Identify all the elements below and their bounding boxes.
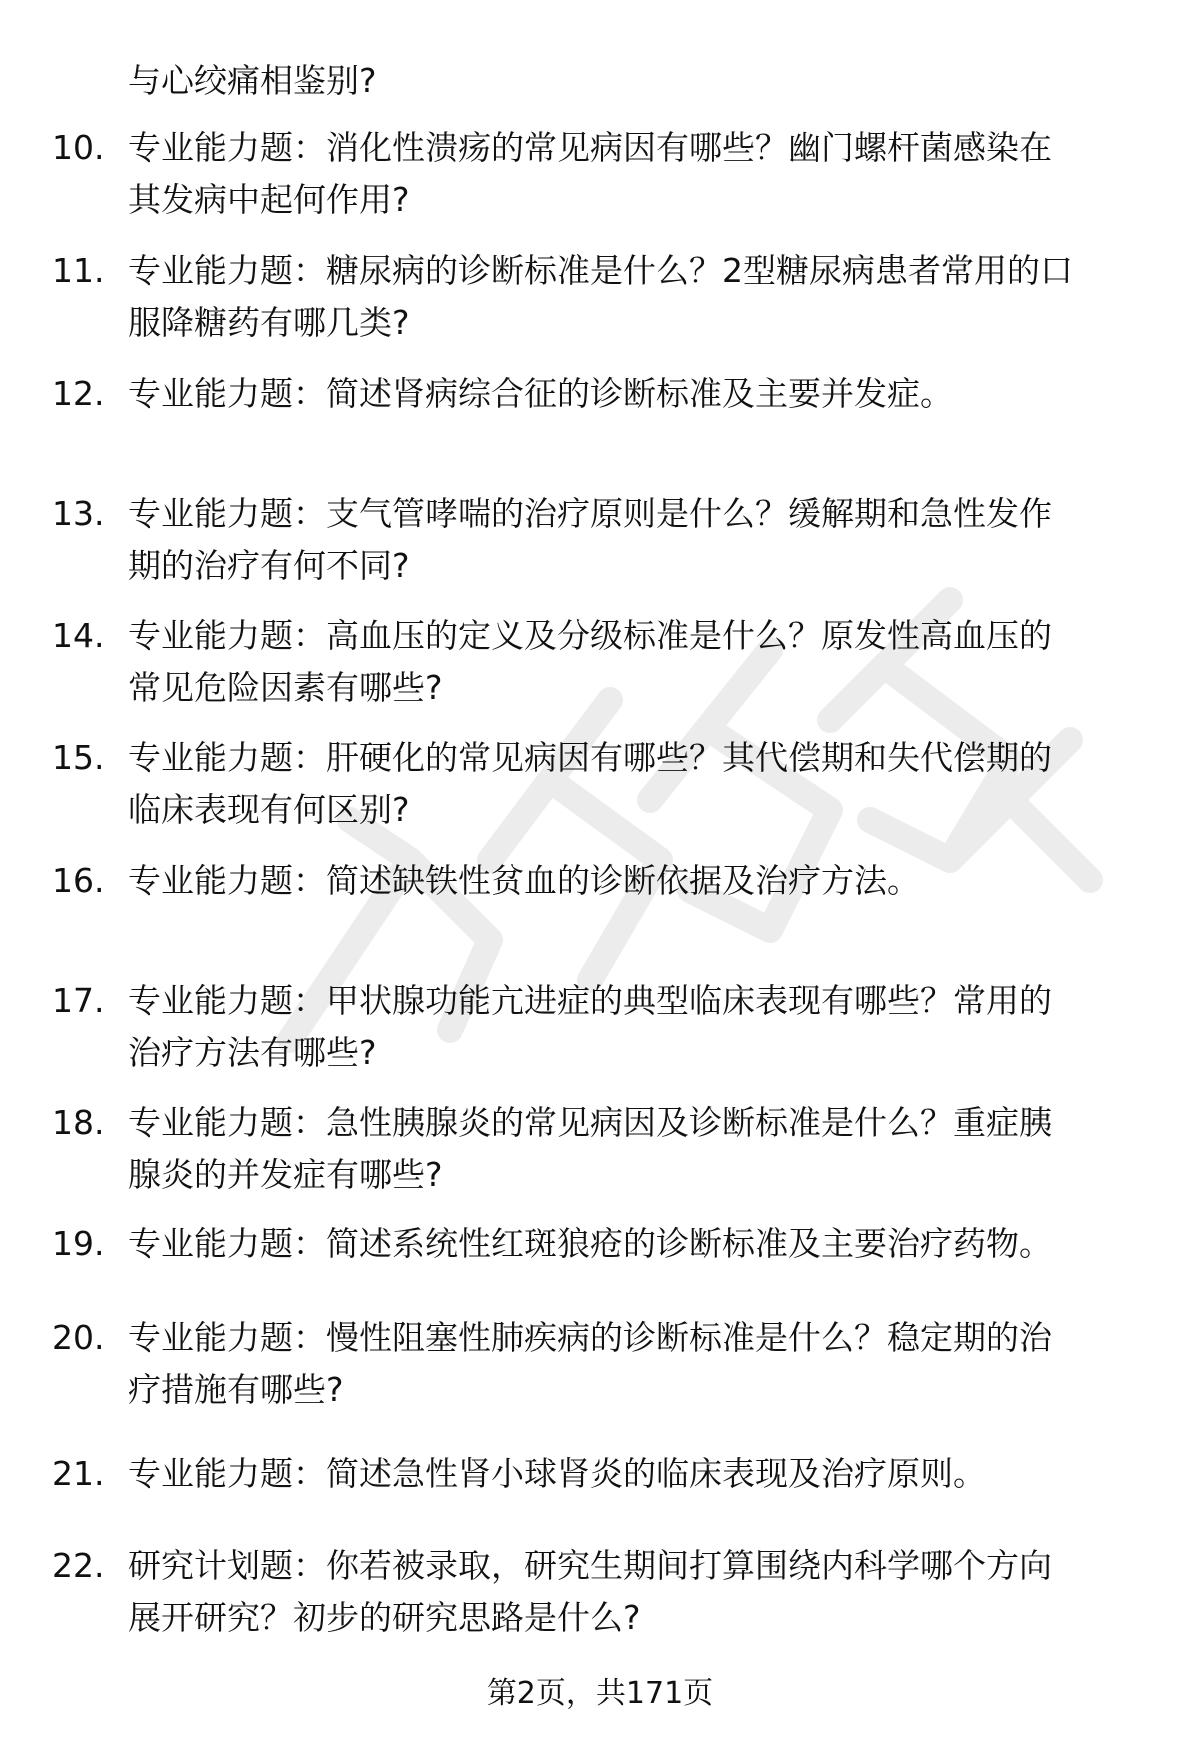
question-line: 专业能力题：简述缺铁性贫血的诊断依据及治疗方法。 [128, 861, 920, 900]
question-line: 其发病中起何作用? [128, 180, 410, 219]
question-line: 专业能力题：肝硬化的常见病因有哪些？其代偿期和失代偿期的 [128, 738, 1052, 777]
question-text [128, 122, 1168, 226]
continuation-line: 与心绞痛相鉴别? [128, 61, 377, 100]
question-text [128, 368, 1168, 420]
question-number: 17. [52, 981, 105, 1020]
question-text [128, 610, 1168, 714]
question-number: 16. [52, 861, 105, 900]
question-number: 18. [52, 1103, 105, 1142]
question-line: 治疗方法有哪些? [128, 1033, 377, 1072]
question-line: 专业能力题：甲状腺功能亢进症的典型临床表现有哪些？常用的 [128, 981, 1052, 1020]
question-line: 研究计划题：你若被录取，研究生期间打算围绕内科学哪个方向 [128, 1546, 1052, 1585]
question-line: 临床表现有何区别? [128, 790, 410, 829]
question-number: 19. [52, 1224, 105, 1263]
question-line: 专业能力题：糖尿病的诊断标准是什么？2型糖尿病患者常用的口 [128, 251, 1073, 290]
question-line: 展开研究？初步的研究思路是什么? [128, 1598, 641, 1637]
question-text [128, 1097, 1168, 1201]
question-text [128, 855, 1168, 907]
question-number: 14. [52, 616, 105, 655]
question-line: 专业能力题：高血压的定义及分级标准是什么？原发性高血压的 [128, 616, 1052, 655]
question-number: 10. [52, 128, 105, 167]
question-line: 腺炎的并发症有哪些? [128, 1155, 443, 1194]
question-text [128, 245, 1168, 349]
question-text [128, 732, 1168, 836]
question-number: 22. [52, 1546, 105, 1585]
question-number: 11. [52, 251, 105, 290]
question-line: 服降糖药有哪几类? [128, 303, 410, 342]
question-number: 15. [52, 738, 105, 777]
question-line: 专业能力题：简述急性肾小球肾炎的临床表现及治疗原则。 [128, 1454, 986, 1493]
question-text [128, 1448, 1168, 1500]
question-line: 期的治疗有何不同? [128, 546, 410, 585]
question-number: 20. [52, 1318, 105, 1357]
question-line: 专业能力题：消化性溃疡的常见病因有哪些？幽门螺杆菌感染在 [128, 128, 1052, 167]
question-text [128, 1218, 1168, 1270]
question-line: 疗措施有哪些? [128, 1370, 344, 1409]
question-text [128, 1540, 1168, 1644]
question-text [128, 975, 1168, 1079]
question-line: 专业能力题：支气管哮喘的治疗原则是什么？缓解期和急性发作 [128, 494, 1052, 533]
question-line: 专业能力题：简述肾病综合征的诊断标准及主要并发症。 [128, 374, 953, 413]
page-footer: 第2页，共171页 [486, 1676, 714, 1711]
question-number: 13. [52, 494, 105, 533]
question-number: 12. [52, 374, 105, 413]
question-line: 专业能力题：慢性阻塞性肺疾病的诊断标准是什么？稳定期的治 [128, 1318, 1052, 1357]
question-number: 21. [52, 1454, 105, 1493]
question-line: 常见危险因素有哪些? [128, 668, 443, 707]
question-text [128, 488, 1168, 592]
question-text [128, 1312, 1168, 1416]
question-line: 专业能力题：简述系统性红斑狼疮的诊断标准及主要治疗药物。 [128, 1224, 1052, 1263]
question-line: 专业能力题：急性胰腺炎的常见病因及诊断标准是什么？重症胰 [128, 1103, 1052, 1142]
